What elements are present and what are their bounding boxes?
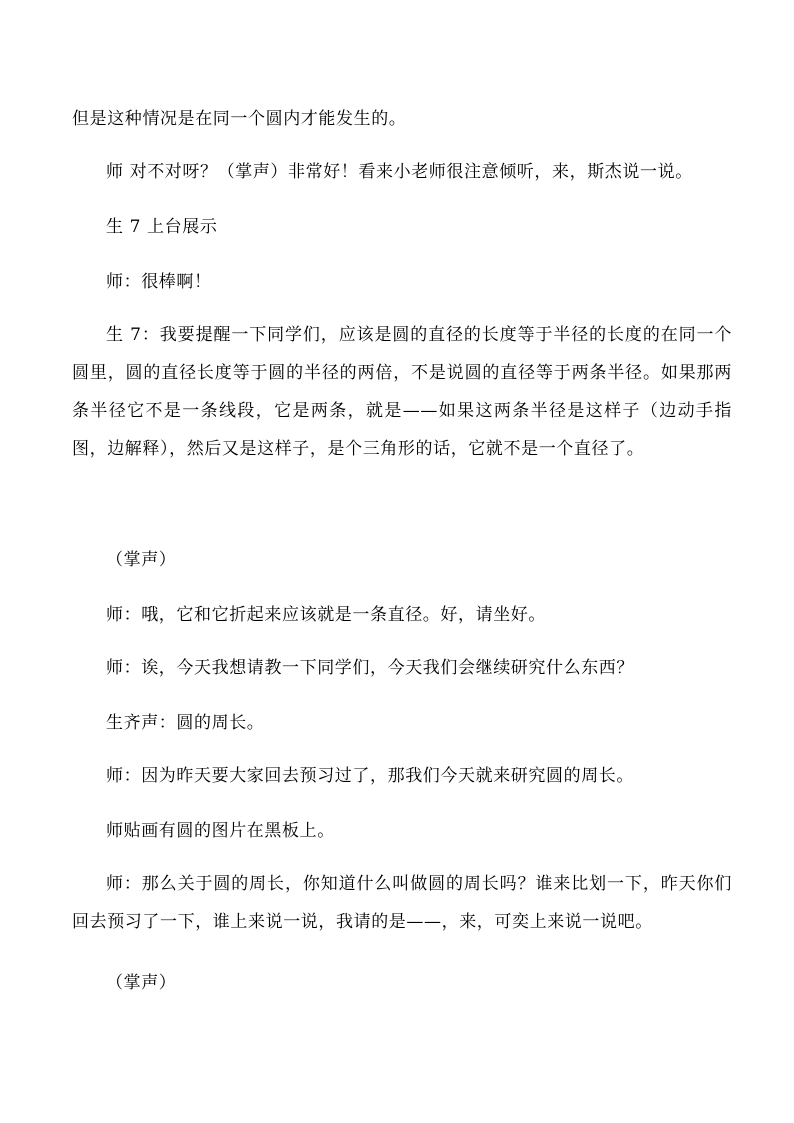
paragraph-5: 生 7：我要提醒一下同学们，应该是圆的直径的长度等于半径的长度的在同一个圆里，圆的直径长度等于圆的半径的两倍，不是说圆的直径等于两条半径。如果那两条半径它不是一条线段，它是两条，就是——如果这两条半径是这样子（边动手指图，边解释），然后又是这样子，是个三角形的话，它就不是一个直径了。: [72, 325, 732, 459]
paragraph-11: 师贴画有圆的图片在黑板上。: [106, 821, 335, 841]
paragraph-13: （掌声）: [106, 973, 177, 993]
paragraph-7: 师：哦，它和它折起来应该就是一条直径。好，请坐好。: [106, 605, 546, 625]
paragraph-12: 师：那么关于圆的周长，你知道什么叫做圆的周长吗？谁来比划一下，昨天你们回去预习了一下，谁上来说一说，我请的是——，来，可奕上来说一说吧。: [72, 874, 732, 932]
paragraph-9: 生齐声：圆的周长。: [106, 713, 265, 733]
paragraph-10: 师：因为昨天要大家回去预习过了，那我们今天就来研究圆的周长。: [106, 766, 634, 786]
paragraph-3: 生 7 上台展示: [106, 217, 218, 237]
paragraph-6: （掌声）: [106, 550, 177, 570]
paragraph-4: 师：很棒啊！: [106, 272, 212, 292]
paragraph-1: 但是这种情况是在同一个圆内才能发生的。: [72, 109, 407, 129]
paragraph-2: 师 对不对呀？（掌声）非常好！看来小老师很注意倾听，来，斯杰说一说。: [106, 162, 693, 182]
paragraph-8: 师：诶，今天我想请教一下同学们，今天我们会继续研究什么东西？: [106, 658, 634, 678]
